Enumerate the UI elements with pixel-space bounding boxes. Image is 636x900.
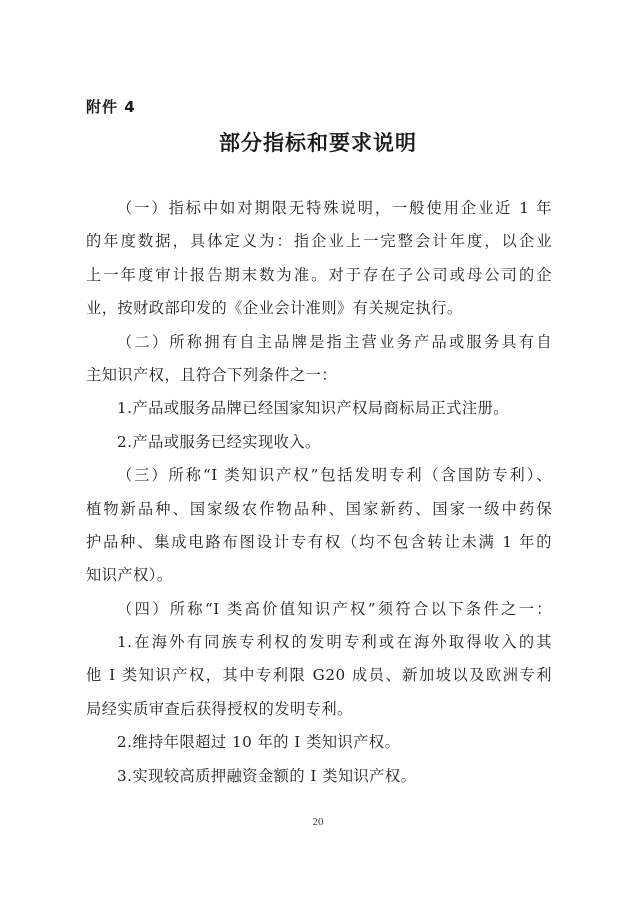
body-line: 局经实质审查后获得授权的发明专利。 [86, 699, 353, 718]
body-line: 上一年度审计报告期末数为准。对于存在子公司或母公司的企 [86, 265, 552, 284]
document-body [86, 194, 552, 795]
body-line: 2.产品或服务已经实现收入。 [117, 432, 321, 451]
body-line: （四）所称“I 类高价值知识产权”须符合以下条件之一： [117, 599, 552, 618]
body-line: 3.实现较高质押融资金额的 I 类知识产权。 [117, 766, 417, 785]
body-line: 1.在海外有同族专利权的发明专利或在海外取得收入的其 [117, 633, 552, 652]
attachment-label: 附件 4 [86, 98, 136, 116]
body-line: 护品种、集成电路布图设计专有权（均不包含转让未满 1 年的 [86, 532, 552, 551]
body-line: 他 I 类知识产权，其中专利限 G20 成员、新加坡以及欧洲专利 [86, 666, 552, 685]
page-number: 20 [312, 816, 324, 828]
body-line: 植物新品种、国家级农作物品种、国家新药、国家一级中药保 [86, 499, 552, 518]
page-title: 部分指标和要求说明 [219, 130, 417, 155]
body-line: （一）指标中如对期限无特殊说明，一般使用企业近 1 年 [117, 199, 552, 217]
body-line: 2.维持年限超过 10 年的 I 类知识产权。 [117, 733, 401, 752]
body-line: 知识产权）。 [86, 566, 173, 585]
body-line: 的年度数据，具体定义为：指企业上一完整会计年度，以企业 [86, 232, 552, 251]
body-line: 业，按财政部印发的《企业会计准则》有关规定执行。 [86, 299, 463, 318]
body-line: （三）所称“I 类知识产权”包括发明专利（含国防专利）、 [117, 466, 552, 485]
body-line: （二）所称拥有自主品牌是指主营业务产品或服务具有自 [117, 332, 552, 351]
body-line: 主知识产权，且符合下列条件之一： [86, 365, 337, 384]
body-line: 1.产品或服务品牌已经国家知识产权局商标局正式注册。 [117, 399, 509, 418]
